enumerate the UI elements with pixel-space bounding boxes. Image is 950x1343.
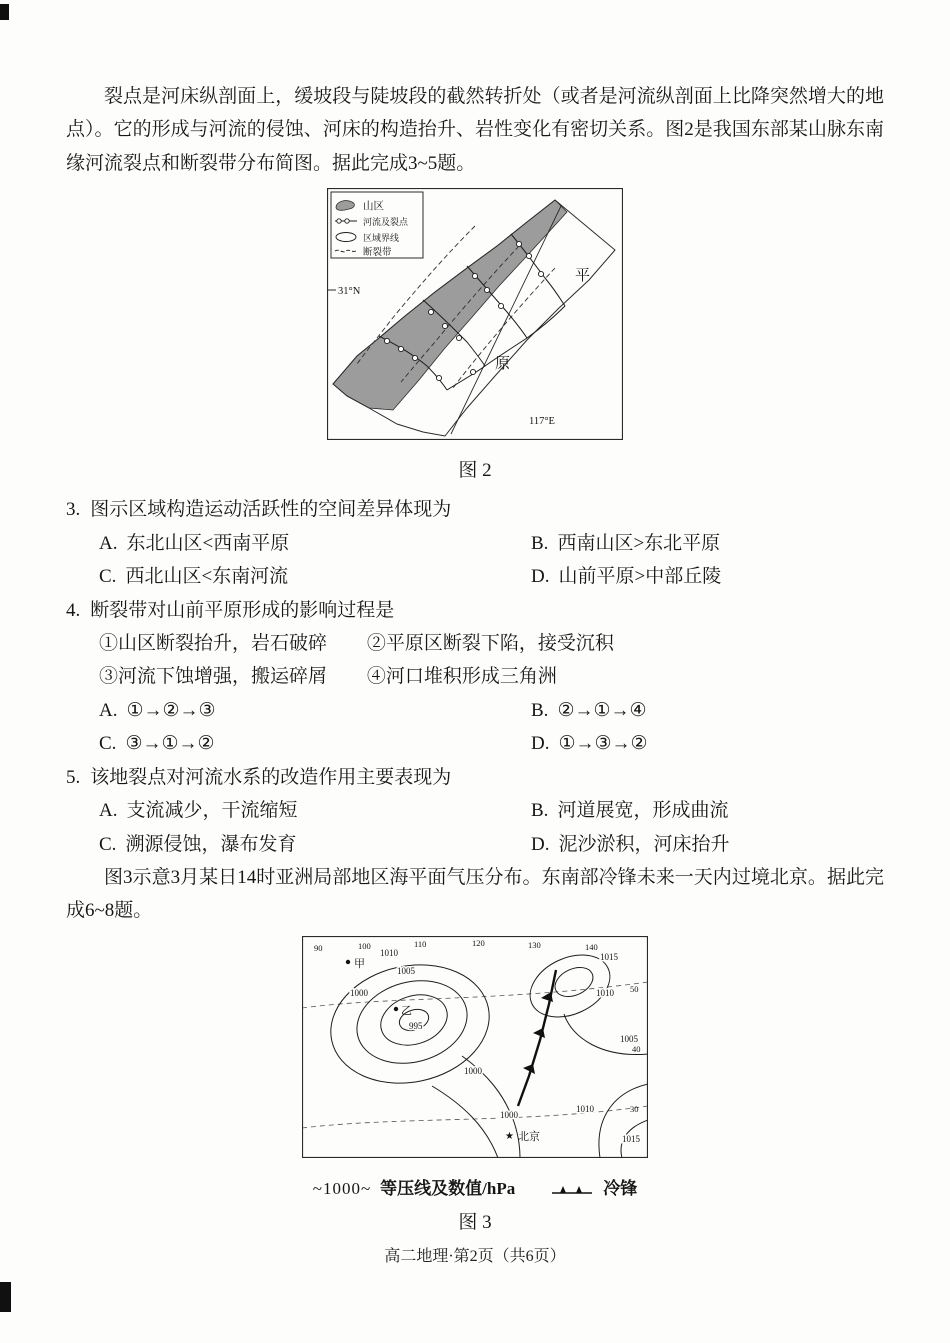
svg-text:30: 30 [630,1103,639,1114]
scan-artifact-top [0,4,9,20]
beijing-star-icon: ★ [505,1130,514,1142]
knickpoint-legend-icon [337,219,341,223]
beijing-label: 北京 [518,1130,540,1143]
cold-front-legend-label: 冷锋 [603,1179,638,1199]
passage-knickpoint: 裂点是河床纵剖面上，缓坡段与陡坡段的截然转折处（或者是河流纵剖面上比降突然增大的地点）。它的形成与河流的侵蚀、河床的构造抬升、岩性变化有密切关系。图2是我国东部某山脉东南缘河流裂点和断裂带分布简图。据此完成3~5题。 [66,86,884,174]
question-3 [66,493,884,593]
figure3-block [66,936,884,1204]
svg-text:1015: 1015 [622,1133,640,1144]
point-jia-dot [346,960,350,964]
q4-statement-1: ①山区断裂抬升，岩石破碎 [99,632,328,654]
figure3-caption: 图 3 [458,1212,492,1234]
svg-text:40: 40 [632,1043,641,1054]
q4-option-a: A. ①→②→③ [99,699,216,721]
figure3-legend [66,1174,884,1204]
point-jia-label: 甲 [354,957,365,970]
q4-option-c: C. ③→①→② [99,733,215,755]
knickpoint-legend-icon2 [345,219,349,223]
figure2-caption: 图 2 [458,459,492,481]
svg-text:140: 140 [585,941,598,952]
q5-option-c: C. 溯源侵蚀，瀑布发育 [99,833,297,855]
svg-text:1010: 1010 [576,1103,594,1114]
q5-option-b: B. 河道展宽，形成曲流 [531,800,729,822]
q4-stem: 断裂带对山前平原形成的影响过程是 [90,599,395,621]
svg-text:120: 120 [472,937,485,948]
legend-label-boundary: 区域界线 [363,233,400,244]
figure2-block [66,188,884,451]
legend-label-mountain: 山区 [363,201,384,213]
svg-text:1000: 1000 [350,987,368,998]
figure3-map [302,936,648,1158]
figure2-map [327,188,623,440]
q4-number: 4. [66,599,81,621]
svg-text:1010: 1010 [596,987,614,998]
q4-statement-2: ②平原区断裂下陷，接受沉积 [366,632,614,654]
q5-number: 5. [66,766,81,788]
svg-text:90: 90 [314,942,323,953]
svg-text:995: 995 [409,1020,423,1031]
isobar-symbol: ~1000~ [312,1179,372,1199]
passage-pressure: 图3示意3月某日14时亚洲局部地区海平面气压分布。东南部冷锋未来一天内过境北京。据此完成6~8题。 [66,867,884,922]
q3-option-d: D. 山前平原>中部丘陵 [531,566,722,588]
q3-option-b: B. 西南山区>东北平原 [531,532,721,554]
svg-text:130: 130 [528,939,541,950]
q4-statements [66,627,884,694]
svg-text:110: 110 [414,938,427,949]
svg-text:50: 50 [630,983,639,994]
q3-stem: 图示区域构造运动活跃性的空间差异体现为 [90,499,452,521]
fig2-plain-label-top: 平 [575,268,591,285]
figure2-legend [331,192,423,258]
question-5 [66,761,884,861]
legend-label-fault: 断裂带 [363,248,392,259]
svg-text:1005: 1005 [397,965,415,976]
q4-options [66,694,884,761]
svg-text:1010: 1010 [380,947,398,958]
svg-text:1000: 1000 [464,1065,482,1076]
fig2-lat-label: 31°N [338,286,361,298]
q3-option-a: A. 东北山区<西南平原 [99,532,290,554]
svg-text:1015: 1015 [600,951,618,962]
q4-option-d: D. ①→③→② [531,733,648,755]
fig2-lon-label: 117°E [529,416,555,428]
isobar-legend-label: 等压线及数值/hPa [380,1179,516,1199]
q3-options [66,527,884,594]
q4-option-b: B. ②→①→④ [531,699,647,721]
q3-option-c: C. 西北山区<东南河流 [99,566,289,588]
scan-artifact-bottom [0,1282,11,1312]
q5-stem: 该地裂点对河流水系的改造作用主要表现为 [90,766,452,788]
legend-label-river: 河流及裂点 [363,217,409,228]
page-footer: 高二地理·第2页（共6页） [384,1248,566,1265]
q4-statement-4: ④河口堆积形成三角洲 [366,666,557,688]
q4-statement-3: ③河流下蚀增强，搬运碎屑 [99,666,328,688]
q3-number: 3. [66,499,81,521]
point-yi-dot [394,1007,398,1011]
q5-option-d: D. 泥沙淤积，河床抬升 [531,833,730,855]
cold-front-icon [550,1183,594,1195]
q5-options [66,794,884,861]
q5-option-a: A. 支流减少，干流缩短 [99,800,298,822]
question-4 [66,594,884,761]
point-yi-label: 乙 [401,1004,412,1017]
svg-text:1005: 1005 [620,1033,638,1044]
svg-text:100: 100 [358,940,371,951]
fig2-plain-label-bottom: 原 [495,356,511,373]
svg-text:1000: 1000 [500,1109,518,1120]
